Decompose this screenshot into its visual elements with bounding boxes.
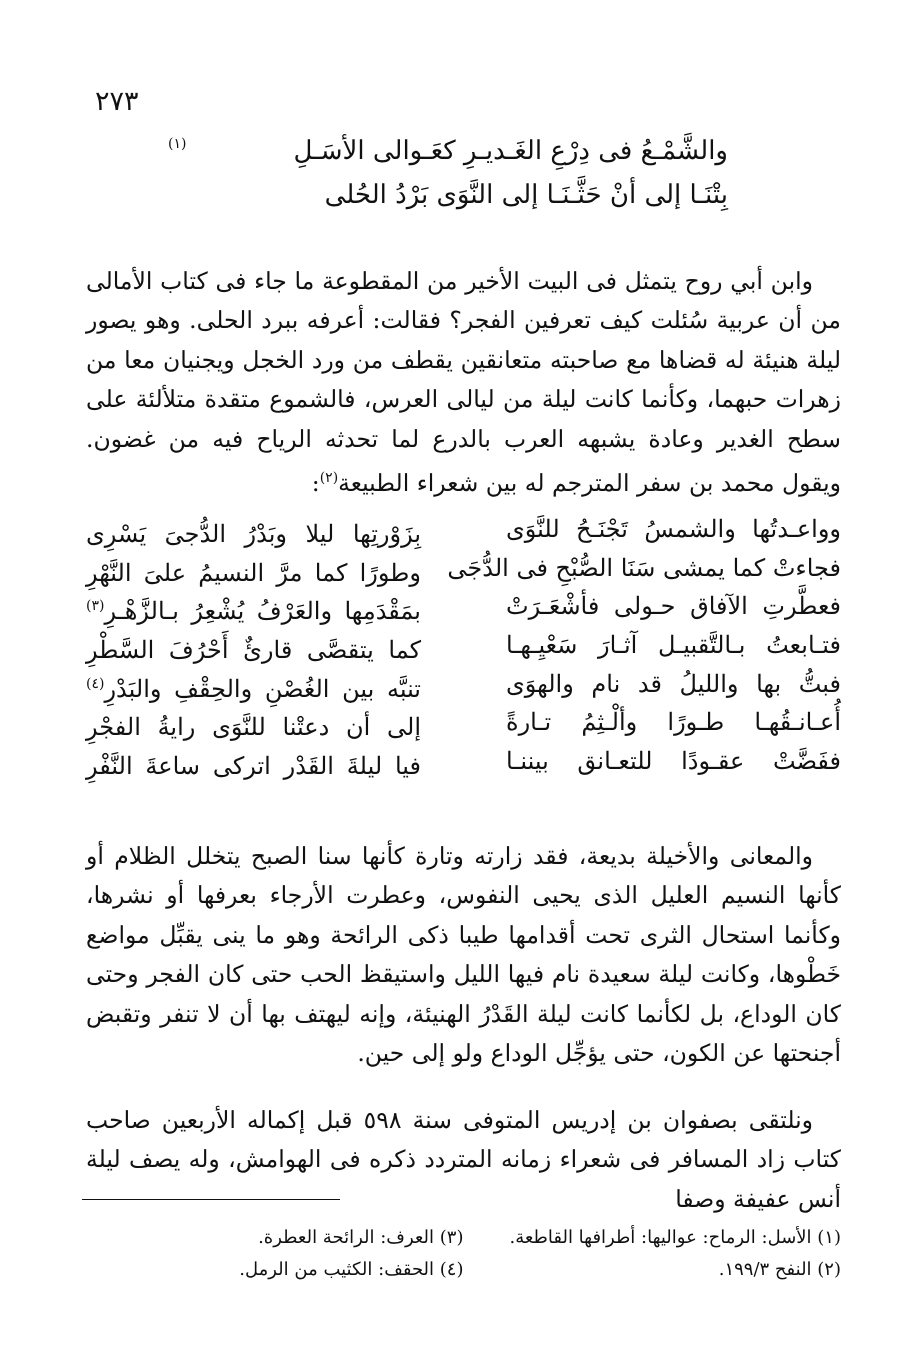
footnote: (٤) الحقف: الكثيب من الرمل. — [239, 1259, 464, 1280]
first-hemistich: فعطَّرتِ الآفاق حـولى فأشْعَـرَتْ — [506, 592, 841, 621]
paragraph-text — [86, 262, 841, 503]
paragraph-2 — [86, 837, 841, 1073]
poem-line — [86, 549, 841, 588]
hemistich-text: وطورًا كما مرَّ النسيمُ علىَ النَّهْرِ — [86, 558, 421, 587]
poem — [86, 510, 841, 781]
footnote-divider — [82, 1199, 340, 1200]
poem-line — [86, 665, 841, 704]
hemistich-text: بِزَوْرتِها ليلا وبَدْرُ الدُّجىَ يَسْرِى — [86, 520, 421, 548]
hemistich-text: كما يتقصَّى قارئٌ أَحْرُفَ السَّطْرِ — [86, 636, 421, 665]
page-number: ٢٧٣ — [95, 86, 139, 117]
second-hemistich — [86, 587, 421, 626]
poem-line — [86, 703, 841, 742]
footnote-marker: (١) — [168, 136, 187, 152]
verse-line — [168, 136, 728, 180]
second-hemistich — [86, 626, 421, 665]
poem-line — [86, 626, 841, 665]
footnote: (٣) العرف: الرائحة العطرة. — [258, 1227, 464, 1248]
poem-line — [86, 510, 841, 549]
first-hemistich: وواعـدتُها والشمسُ تَجْنَـحُ للنَّوَى — [506, 515, 841, 543]
second-hemistich — [86, 742, 421, 781]
first-hemistich: أُعـانـقُهـا طـورًا وألْـثِمُ تـارةً — [506, 708, 841, 737]
footnote-row — [86, 1222, 841, 1254]
footnote-marker: (٤) — [86, 675, 105, 692]
hemistich-text: تنبَّه بين الغُصْنِ والحِقْفِ والبَدْرِ — [104, 674, 421, 703]
verse-text: والشَّمْـعُ فى دِرْعِ الغَـديـرِ كعَـوالى الأسَـلِ — [293, 136, 728, 166]
hemistich-text: بمَقْدَمِها والعَرْفُ يُشْعِرُ بـالزَّهْـرِ — [104, 597, 421, 626]
hemistich-text: فيا ليلةَ القَدْر اتركى ساعةَ النَّفْرِ — [86, 752, 421, 781]
footnote-marker: (٢) — [319, 470, 339, 487]
second-hemistich — [86, 549, 421, 588]
paragraph-body: وابن أبي روح يتمثل فى البيت الأخير من المقطوعة ما جاء فى كتاب الأمالى من أن عربية سُئلت كيف تعرفين الفجر؟ فقالت: أعرفه ببرد الحلى. وهو يصور ليلة هنيئة له قضاها مع صاحبته متعانقين يقطف من ورد الخجل ويجنيان معا من زهرات حبهما، وكأنما كانت ليلة من ليالى العرس، فالشموع متقدة متلألئة على سطح الغدير وعادة يشبهه العرب بالدرع لما تحدثه الرياح فيه من غضون. ويقول محمد بن سفر المترجم له بين شعراء الطبيعة — [86, 267, 841, 497]
first-hemistich: ففَضَّتْ عقـودًا للتعـانق بيننـا — [506, 747, 841, 776]
verse-text: بِتْنَـا إلى أنْ حَثَّـنَـا إلى النَّوَى بَرْدُ الحُلى — [324, 180, 728, 210]
opening-verse — [168, 136, 728, 224]
first-hemistich: فجاءتْ كما يمشى سَنَا الصُّبْحِ فى الدُّجَى — [447, 553, 841, 582]
poem-line — [86, 587, 841, 626]
first-hemistich: فبتُّ بها والليلُ قد نام والهوَى — [506, 669, 841, 698]
first-hemistich: فتـابعتُ بـالتَّقبيـل آثـارَ سَعْيِـهـا — [506, 631, 841, 660]
paragraph-text: والمعانى والأخيلة بديعة، فقد زارته وتارة كأنها سنا الصبح يتخلل الظلام أو كأنها النسيم العليل الذى يحيى النفوس، وعطرت الأرجاء بعرفها أو نشرها، وكأنما استحال الثرى تحت أقدامها طيبا ذكى الرائحة وهو ما ينى يقبِّل مواضع خَطْوها، وكانت ليلة سعيدة نام فيها الليل واستيقظ الحب حتى كان الفجر وحتى كان الوداع، بل لكأنما كانت ليلة القَدْرُ الهنيئة، وإنه ليهتف بها أن لا تنفر وتقبض أجنحتها عن الكون، حتى يؤجِّل الوداع ولو إلى حين. — [86, 842, 841, 1068]
footnotes — [86, 1222, 841, 1286]
poem-line — [86, 742, 841, 781]
footnote-row — [86, 1254, 841, 1286]
verse-line — [168, 180, 728, 224]
second-hemistich — [86, 703, 421, 742]
paragraph-1 — [86, 262, 841, 503]
hemistich-text: إلى أن دعتْنا للنَّوَى رايةُ الفجْرِ — [86, 713, 421, 742]
second-hemistich — [86, 665, 421, 704]
paragraph-text: ونلتقى بصفوان بن إدريس المتوفى سنة ٥٩٨ قبل إكماله الأربعين صاحب كتاب زاد المسافر فى شعراء زمانه المتردد ذكره فى الهوامش، وله يصف ليلة أنس عفيفة وصفا — [86, 1106, 841, 1213]
colon: : — [311, 468, 320, 497]
footnote: (١) الأسل: الرماح: عواليها: أطرافها القاطعة. — [509, 1227, 841, 1248]
paragraph-3 — [86, 1101, 841, 1219]
second-hemistich — [86, 510, 421, 549]
footnote: (٢) النفح ١٩٩/٣. — [718, 1259, 841, 1280]
footnote-marker: (٣) — [86, 598, 105, 615]
